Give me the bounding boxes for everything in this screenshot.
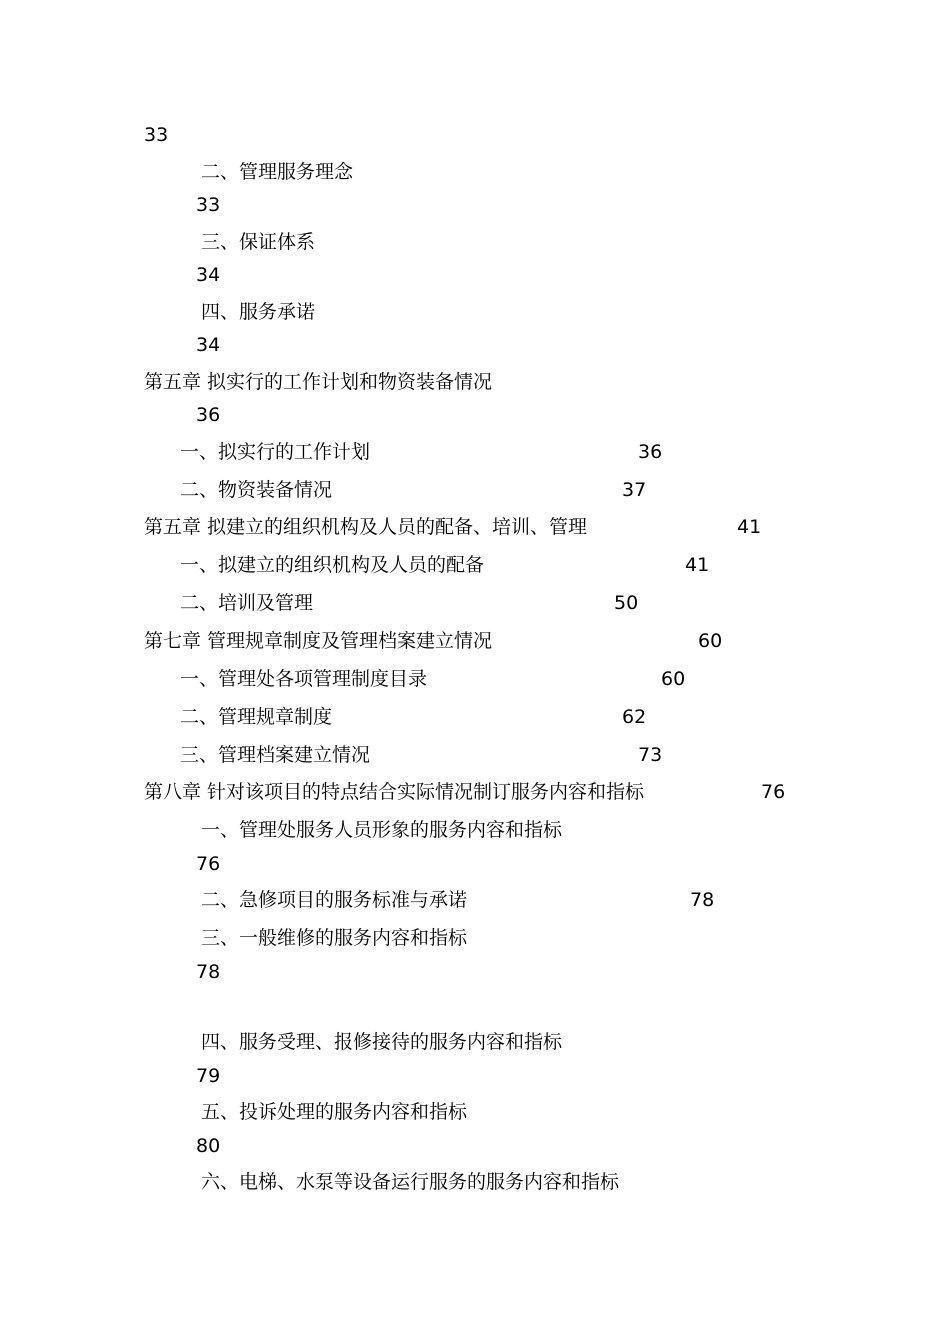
toc-page-number: 41: [685, 554, 710, 576]
toc-section-title: 二、管理服务理念: [201, 161, 354, 183]
toc-page-number: 50: [614, 592, 639, 614]
toc-page-number: 33: [144, 124, 169, 146]
toc-page-number: 36: [638, 441, 663, 463]
toc-section-title: 六、电梯、水泵等设备运行服务的服务内容和指标: [201, 1171, 620, 1193]
toc-chapter-title: 第八章 针对该项目的特点结合实际情况制订服务内容和指标: [144, 781, 645, 803]
toc-page-number: 62: [622, 706, 647, 728]
toc-section-title: 四、服务承诺: [201, 301, 316, 323]
toc-page-number: 76: [196, 853, 221, 875]
toc-page-number: 78: [690, 889, 715, 911]
toc-page-number: 79: [196, 1065, 221, 1087]
toc-section-title: 二、物资装备情况: [180, 479, 333, 501]
toc-section-title: 一、管理处服务人员形象的服务内容和指标: [201, 819, 563, 841]
toc-section-title: 四、服务受理、报修接待的服务内容和指标: [201, 1031, 563, 1053]
toc-section-title: 三、管理档案建立情况: [180, 744, 371, 766]
toc-chapter-title: 第五章 拟建立的组织机构及人员的配备、培训、管理: [144, 516, 588, 538]
toc-page-number: 60: [661, 668, 686, 690]
toc-page-number: 36: [196, 404, 221, 426]
toc-section-title: 三、保证体系: [201, 231, 316, 253]
toc-section-title: 二、急修项目的服务标准与承诺: [201, 889, 468, 911]
toc-chapter-title: 第五章 拟实行的工作计划和物资装备情况: [144, 371, 493, 393]
toc-page-number: 60: [698, 630, 723, 652]
toc-section-title: 三、一般维修的服务内容和指标: [201, 927, 468, 949]
toc-section-title: 一、拟实行的工作计划: [180, 441, 371, 463]
toc-page-number: 73: [638, 744, 663, 766]
toc-page-number: 80: [196, 1135, 221, 1157]
toc-page-number: 37: [622, 479, 647, 501]
toc-page-number: 34: [196, 334, 221, 356]
toc-chapter-title: 第七章 管理规章制度及管理档案建立情况: [144, 630, 493, 652]
toc-section-title: 二、培训及管理: [180, 592, 314, 614]
toc-section-title: 一、管理处各项管理制度目录: [180, 668, 428, 690]
toc-page-number: 41: [737, 516, 762, 538]
toc-section-title: 五、投诉处理的服务内容和指标: [201, 1101, 468, 1123]
toc-page-number: 76: [761, 781, 786, 803]
toc-page-number: 78: [196, 961, 221, 983]
toc-page-number: 33: [196, 194, 221, 216]
toc-section-title: 二、管理规章制度: [180, 706, 333, 728]
toc-page-number: 34: [196, 264, 221, 286]
toc-section-title: 一、拟建立的组织机构及人员的配备: [180, 554, 485, 576]
